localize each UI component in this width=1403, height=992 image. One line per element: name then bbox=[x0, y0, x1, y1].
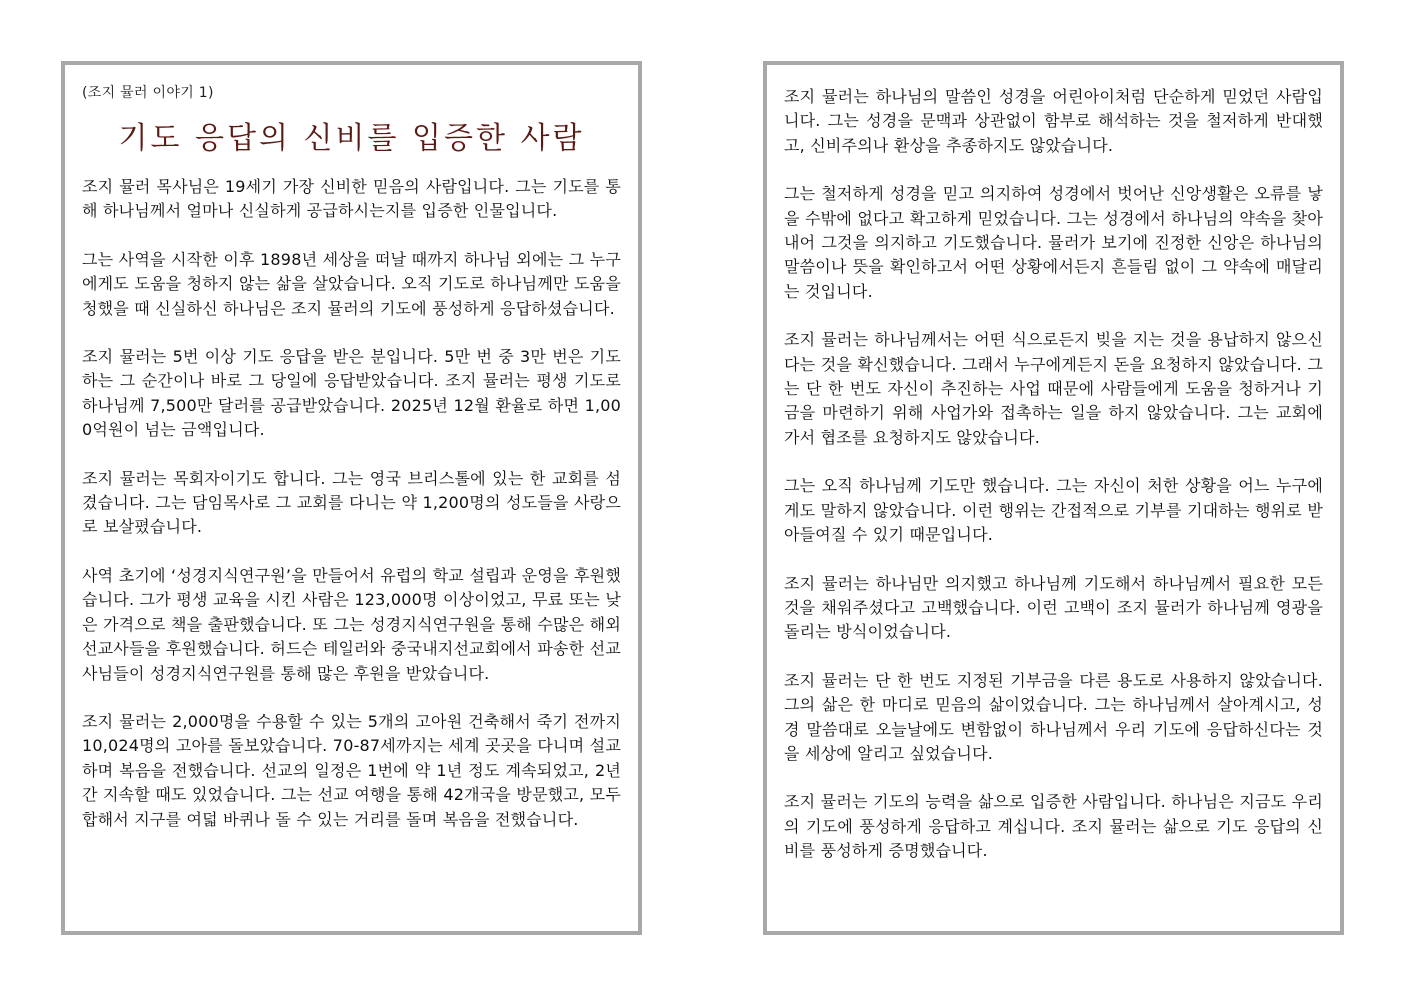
paragraph: 사역 초기에 ‘성경지식연구원’을 만들어서 유럽의 학교 설립과 운영을 후원했습니다. 그가 평생 교육을 시킨 사람은 123,000명 이상이었고, 무료 또는 낮은 가격으로 책을 출판했습니다. 또 그는 성경지식연구원을 통해 수많은 해외 선교사들을 후원했습니다. 허드슨 테일러와 중국내지선교회에서 파송한 선교사님들이 성경지식연구원를 통해 많은 후원을 받았습니다. bbox=[82, 565, 621, 683]
paragraph: 조지 뮬러는 하나님께서는 어떤 식으로든지 빚을 지는 것을 용납하지 않으신다는 것을 확신했습니다. 그래서 누구에게든지 돈을 요청하지 않았습니다. 그는 단 한 번도 자신이 추진하는 사업 때문에 사람들에게 도움을 청하거나 기금을 마련하기 위해 사업가와 접촉하는 일을 하지 않았습니다. 그는 교회에 가서 협조를 요청하지도 않았습니다. bbox=[784, 330, 1323, 447]
paragraph: 조지 뮬러는 단 한 번도 지정된 기부금을 다른 용도로 사용하지 않았습니다. 그의 삶은 한 마디로 믿음의 삶이었습니다. 그는 하나님께서 살아계시고, 성경 말씀대로 오늘날에도 변함없이 하나님께서 우리 기도에 응답하신다는 것을 세상에 알리고 싶었습니다. bbox=[784, 670, 1323, 763]
paragraph: 조지 뮬러는 하나님의 말씀인 성경을 어린아이처럼 단순하게 믿었던 사람입니다. 그는 성경을 문맥과 상관없이 함부로 해석하는 것을 철저하게 반대했고, 신비주의나 환상을 추종하지도 않았습니다. bbox=[784, 87, 1323, 155]
left-page bbox=[61, 61, 642, 935]
paragraph: 조지 뮬러는 2,000명을 수용할 수 있는 5개의 고아원 건축해서 죽기 전까지 10,024명의 고아를 돌보았습니다. 70-87세까지는 세계 곳곳을 다니며 설교하며 복음을 전했습니다. 선교의 일정은 1번에 약 1년 정도 계속되었고, 2년간 지속할 때도 있었습니다. 그는 선교 여행을 통해 42개국을 방문했고, 모두 합해서 지구를 여덟 바퀴나 돌 수 있는 거리를 돌며 복음을 전했습니다. bbox=[82, 711, 621, 829]
paragraph: 그는 철저하게 성경을 믿고 의지하여 성경에서 벗어난 신앙생활은 오류를 낳을 수밖에 없다고 확고하게 믿었습니다. 그는 성경에서 하나님의 약속을 찾아내어 그것을 의지하고 기도했습니다. 뮬러가 보기에 진정한 신앙은 하나님의 말씀이나 뜻을 확인하고서 어떤 상황에서든지 흔들림 없이 그 약속에 매달리는 것입니다. bbox=[784, 184, 1323, 301]
paragraph: 조지 뮬러는 목회자이기도 합니다. 그는 영국 브리스톨에 있는 한 교회를 섬겼습니다. 그는 담임목사로 그 교회를 다니는 약 1,200명의 성도들을 사랑으로 보살폈습니다. bbox=[82, 468, 621, 537]
paragraph: 조지 뮬러는 기도의 능력을 삶으로 입증한 사람입니다. 하나님은 지금도 우리의 기도에 풍성하게 응답하고 계십니다. 조지 뮬러는 삶으로 기도 응답의 신비를 풍성하게 증명했습니다. bbox=[784, 792, 1323, 861]
right-page bbox=[763, 61, 1344, 935]
paragraph: 조지 뮬러는 하나님만 의지했고 하나님께 기도해서 하나님께서 필요한 모든 것을 채워주셨다고 고백했습니다. 이런 고백이 조지 뮬러가 하나님께 영광을 돌리는 방식이었습니다. bbox=[784, 573, 1323, 642]
paragraph: 그는 사역을 시작한 이후 1898년 세상을 떠날 때까지 하나님 외에는 그 누구에게도 도움을 청하지 않는 삶을 살았습니다. 오직 기도로 하나님께만 도움을 청했을 때 신실하신 하나님은 조지 뮬러의 기도에 풍성하게 응답하셨습니다. bbox=[82, 249, 621, 318]
paragraph: 그는 오직 하나님께 기도만 했습니다. 그는 자신이 처한 상황을 어느 누구에게도 말하지 않았습니다. 이런 행위는 간접적으로 기부를 기대하는 행위로 받아들여질 수 있기 때문입니다. bbox=[784, 476, 1323, 545]
paragraph: 조지 뮬러는 5번 이상 기도 응답을 받은 분입니다. 5만 번 중 3만 번은 기도하는 그 순간이나 바로 그 당일에 응답받았습니다. 조지 뮬러는 평생 기도로 하나님께 7,500만 달러를 공급받았습니다. 2025년 12월 환율로 하면 1,000억원이 넘는 금액입니다. bbox=[82, 347, 621, 440]
paragraph: 조지 뮬러 목사님은 19세기 가장 신비한 믿음의 사람입니다. 그는 기도를 통해 하나님께서 얼마나 신실하게 공급하시는지를 입증한 인물입니다. bbox=[82, 177, 621, 221]
page-title: 기도 응답의 신비를 입증한 사람 bbox=[118, 121, 585, 156]
series-label: (조지 뮬러 이야기 1) bbox=[82, 85, 214, 101]
